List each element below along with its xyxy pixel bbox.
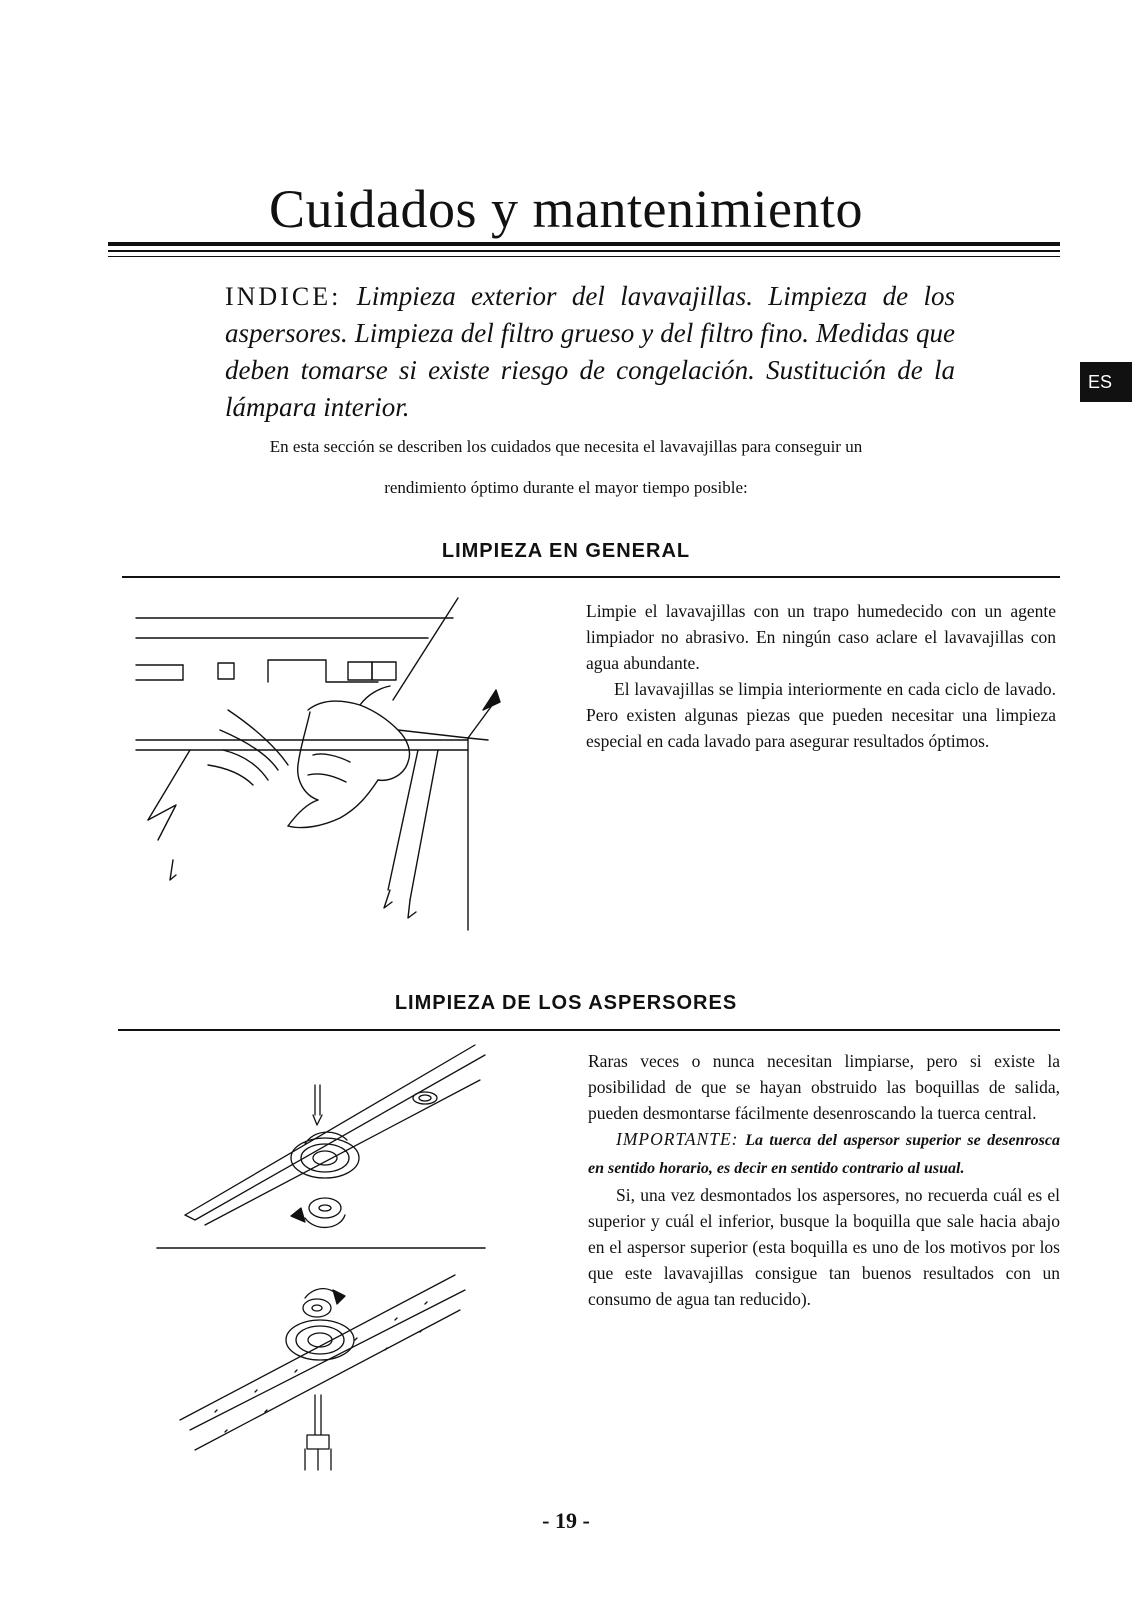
aspersores-paragraph-1: Raras veces o nunca necesitan limpiarse, pero si existe la posibilidad de que se hayan obstruido las boquillas de salida, pueden desmontarse fácilmente desenroscando la tuerca central. (588, 1051, 1060, 1123)
page-number: - 19 - (542, 1508, 590, 1533)
index-label: INDICE: (225, 282, 342, 311)
important-note (588, 1126, 1060, 1182)
important-label: IMPORTANTE: (616, 1129, 739, 1149)
spray-arms-illustration (155, 1040, 495, 1480)
title-rule-thin (108, 256, 1060, 257)
index-text: Limpieza exterior del lavavajillas. Limpieza de los aspersores. Limpieza del filtro grueso y del filtro fino. Medidas que deben tomarse si existe riesgo de congelación. Sustitución de la lámpara interior. (225, 281, 956, 422)
section-rule-general (122, 576, 1060, 578)
cleaning-exterior-illustration (128, 590, 508, 940)
general-paragraph-2: El lavavajillas se limpia interiormente en cada ciclo de lavado. Pero existen algunas piezas que pueden necesitar una limpieza especial en cada lavado para asegurar resultados óptimos. (586, 679, 1056, 751)
title-rule-thick (108, 242, 1060, 246)
title-rule-medium (108, 250, 1060, 252)
section-text-aspersores (588, 1048, 1060, 1312)
section-text-general (586, 598, 1056, 754)
intro-line-1: En esta sección se describen los cuidados que necesita el lavavajillas para conseguir un (269, 437, 863, 456)
section-heading-aspersores: LIMPIEZA DE LOS ASPERSORES (394, 992, 738, 1014)
important-text: La tuerca del aspersor superior se desenrosca en sentido horario, es decir en sentido contrario al usual. (588, 1132, 1061, 1177)
page-title: Cuidados y mantenimiento (269, 179, 863, 239)
section-rule-aspersores (118, 1029, 1060, 1031)
aspersores-paragraph-2: Si, una vez desmontados los aspersores, no recuerda cuál es el superior y cuál el inferior, busque la boquilla que sale hacia abajo en el aspersor superior (esta boquilla es uno de los motivos por los que este lavavajillas consigue tan buenos resultados con un consumo de agua tan reducido). (588, 1185, 1060, 1309)
intro-line-2: rendimiento óptimo durante el mayor tiempo posible: (384, 478, 748, 497)
language-tab: ES (1080, 362, 1132, 402)
general-paragraph-1: Limpie el lavavajillas con un trapo humedecido con un agente limpiador no abrasivo. En ningún caso aclare el lavavajillas con agua abundante. (586, 601, 1056, 673)
section-heading-general: LIMPIEZA EN GENERAL (441, 540, 691, 562)
index-summary (225, 278, 955, 426)
